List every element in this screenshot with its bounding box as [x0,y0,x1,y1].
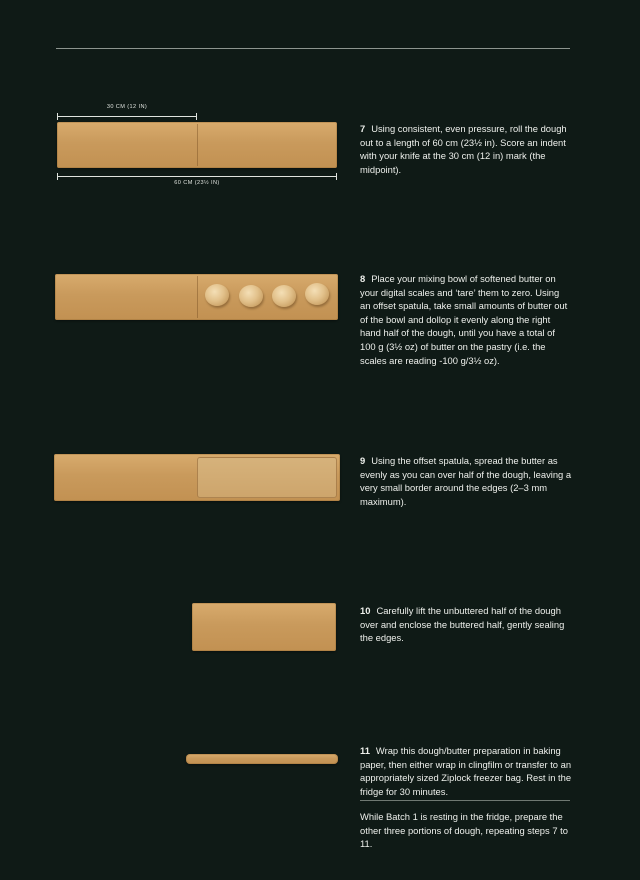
note-divider [360,800,570,801]
step-11-text [360,744,572,798]
dough-with-butter-dollops-step-8 [55,274,338,320]
half-length-label: 30 CM (12 IN) [106,104,148,110]
step-10-body: Carefully lift the unbuttered half of the dough over and enclose the buttered half, gently sealing the edges. [360,605,565,644]
dough-side-view-step-11 [186,754,338,764]
butter-dollop [205,284,229,306]
spread-butter-half [197,457,337,498]
dough-with-spread-butter-step-9 [54,454,340,501]
step-7-text [360,122,572,176]
step-7-body: Using consistent, even pressure, roll the dough out to a length of 60 cm (23½ in). Score an indent with your knife at the 30 cm (12 in) mark (the midpoint). [360,123,567,175]
step-10-text [360,604,572,645]
full-length-measure-line [57,176,337,177]
dough-rolled-step-7 [57,122,337,168]
butter-dollop [239,285,263,307]
full-length-label: 60 CM (23½ IN) [174,180,220,186]
top-divider [56,48,570,49]
step-8-text [360,272,572,367]
step-8-body: Place your mixing bowl of softened butter on your digital scales and ‘tare’ them to zero. Using an offset spatula, take small amounts of butter out of the bowl and dollop it evenly along the right hand half of the dough, until you have a total of 100 g (3½ oz) of butter on the pastry (i.e. the scales are reading -100 g/3½ oz). [360,273,568,366]
step-11-number: 11 [360,745,370,756]
step-9-body: Using the offset spatula, spread the butter as evenly as you can over half of the dough, leaving a very small border around the edges (2–3 mm maximum). [360,455,572,507]
step-9-text [360,454,572,508]
half-length-measure-line [57,116,197,117]
step-7-number: 7 [360,123,366,134]
step-9-number: 9 [360,455,366,466]
midpoint-score-mark [197,276,198,318]
batch-note: While Batch 1 is resting in the fridge, prepare the other three portions of dough, repeating steps 7 to 11. [360,811,568,850]
step-8-number: 8 [360,273,366,284]
dough-folded-step-10 [192,603,336,651]
butter-dollop [272,285,296,307]
midpoint-score-mark [197,124,198,166]
butter-dollop [305,283,329,305]
step-10-number: 10 [360,605,371,616]
step-11-body: Wrap this dough/butter preparation in baking paper, then either wrap in clingfilm or transfer to an appropriately sized Ziplock freezer bag. Rest in the fridge for 30 minutes. [360,745,572,797]
